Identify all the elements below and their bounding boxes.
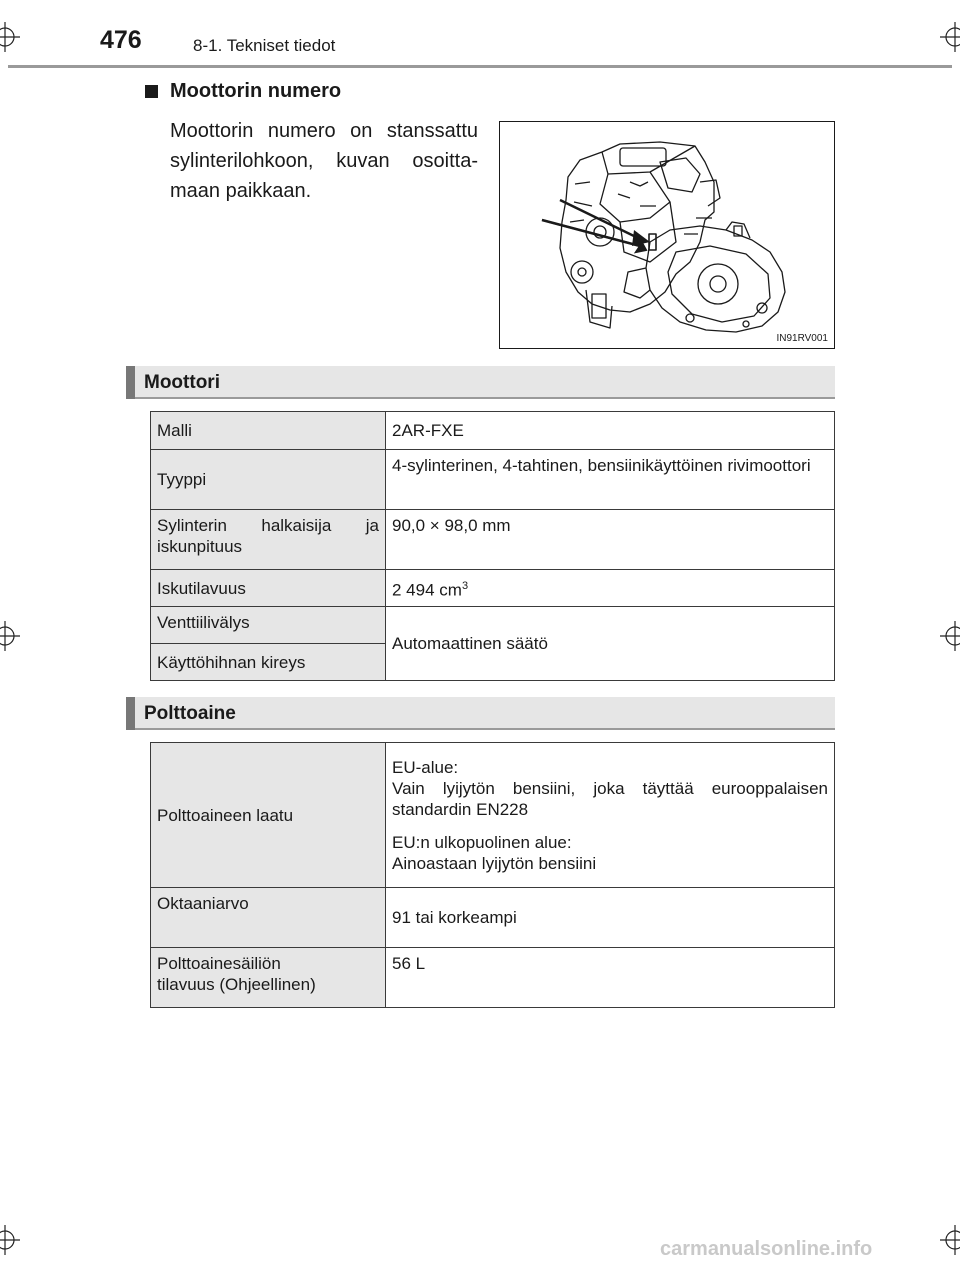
spec-key: Venttiilivälys xyxy=(151,607,386,644)
table-row xyxy=(151,888,835,948)
spec-key: Iskutilavuus xyxy=(151,570,386,607)
engine-section-title: Moottori xyxy=(144,372,220,393)
header-divider xyxy=(8,65,952,68)
table-row xyxy=(151,412,835,450)
spec-key: Polttoaineen laatu xyxy=(151,743,386,888)
spec-key-line1: Polttoainesäiliön xyxy=(157,954,281,973)
crop-mark-bottom-right xyxy=(940,1225,960,1255)
fuel-eu-title: EU-alue: xyxy=(392,757,459,777)
displacement-value: 2 494 cm xyxy=(392,580,462,600)
footer-watermark: carmanualsonline.info xyxy=(660,1238,873,1260)
spec-value: 2AR-FXE xyxy=(386,412,835,450)
spec-key: Tyyppi xyxy=(151,450,386,510)
engine-number-text: Moottorin numero on stanssattu sylinterilohkoon, kuvan osoitta-maan paikkaan. xyxy=(170,120,478,202)
engine-spec-table xyxy=(150,411,835,681)
crop-mark-bottom-left xyxy=(0,1225,20,1255)
engine-number-heading-text: Moottorin numero xyxy=(170,80,342,102)
table-row xyxy=(151,948,835,1008)
fuel-section-title: Polttoaine xyxy=(144,703,236,724)
spec-value: 91 tai korkeampi xyxy=(386,888,835,948)
spec-value: 90,0 × 98,0 mm xyxy=(386,510,835,570)
engine-number-heading xyxy=(145,80,341,103)
fuel-section-header xyxy=(126,697,835,730)
engine-drawing xyxy=(500,122,834,348)
spec-value xyxy=(386,743,835,888)
spec-key xyxy=(151,510,386,570)
spec-key: Malli xyxy=(151,412,386,450)
table-row xyxy=(151,450,835,510)
displacement-unit-exponent: 3 xyxy=(461,579,469,592)
spec-key-line2: iskunpituus xyxy=(157,537,243,556)
spec-value: Automaattinen säätö xyxy=(386,607,835,681)
engine-illustration xyxy=(499,121,835,349)
table-row xyxy=(151,570,835,607)
crop-mark-top-left xyxy=(0,22,20,52)
spec-key-line2: tilavuus (Ohjeellinen) xyxy=(157,975,316,994)
page-number: 476 xyxy=(100,26,142,54)
spec-key: Oktaaniarvo xyxy=(151,888,386,948)
section-bar xyxy=(126,366,135,399)
section-bar xyxy=(126,697,135,730)
crop-mark-mid-left xyxy=(0,621,20,651)
fuel-spec-table xyxy=(150,742,835,1008)
crop-mark-top-right xyxy=(940,22,960,52)
spec-value: 56 L xyxy=(386,948,835,1008)
engine-section-header xyxy=(126,366,835,399)
spec-value: 4-sylinterinen, 4-tahtinen, bensiinikäyttöinen rivimoottori xyxy=(386,450,835,510)
figure-code: IN91RV001 xyxy=(776,333,828,344)
table-row xyxy=(151,510,835,570)
spec-key: Käyttöhihnan kireys xyxy=(151,644,386,681)
chapter-title: 8-1. Tekniset tiedot xyxy=(193,36,336,55)
square-bullet-icon xyxy=(145,85,158,98)
table-row xyxy=(151,607,835,644)
spec-value xyxy=(386,570,835,607)
fuel-eu-text: Vain lyijytön bensiini, joka täyttää eurooppalaisen standardin EN228 xyxy=(392,778,828,819)
crop-mark-mid-right xyxy=(940,621,960,651)
spec-key xyxy=(151,948,386,1008)
spec-key-line1: Sylinterin halkaisija ja xyxy=(157,516,379,535)
fuel-non-eu-title: EU:n ulkopuolinen alue: xyxy=(392,832,572,852)
table-row xyxy=(151,743,835,888)
fuel-non-eu-text: Ainoastaan lyijytön bensiini xyxy=(392,853,597,873)
